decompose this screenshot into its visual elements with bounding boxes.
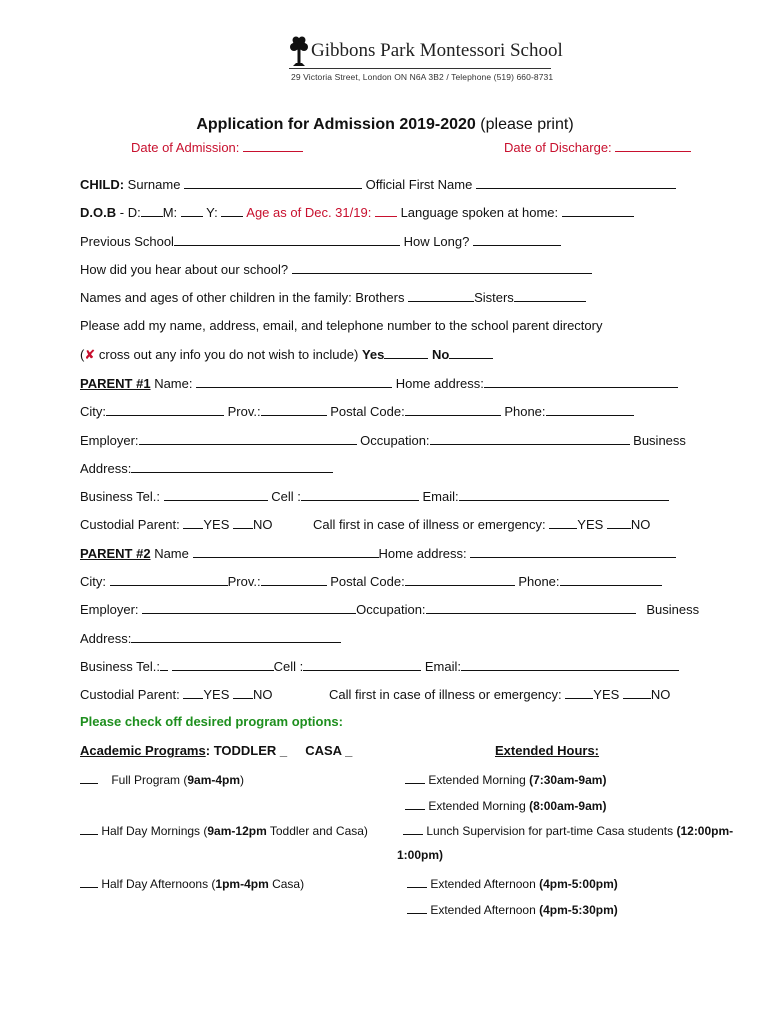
parent2-custodial-yes: YES (203, 687, 230, 702)
half-day-afternoons-rest: Casa) (268, 877, 305, 891)
dob-day-label: - D: (119, 205, 141, 220)
language-field[interactable] (562, 204, 634, 217)
parent1-call-first-row (313, 516, 650, 532)
parent1-contact-row (80, 488, 669, 504)
parent2-cell-field[interactable] (303, 658, 421, 671)
extended-morning-730-checkbox[interactable] (405, 771, 425, 784)
parent2-call-first-row (329, 686, 670, 702)
parent1-prov-field[interactable] (261, 403, 327, 416)
dob-month-field[interactable] (181, 204, 203, 217)
age-label: Age as of Dec. 31/19: (246, 205, 372, 220)
directory-yes-field[interactable] (384, 346, 428, 359)
directory-open-paren: ( (80, 347, 85, 362)
half-day-afternoons-option (80, 875, 304, 891)
extended-morning-730-label: Extended Morning (428, 773, 530, 787)
extended-morning-800-option (405, 797, 606, 813)
parent2-postal-field[interactable] (405, 573, 515, 586)
half-day-afternoons-checkbox[interactable] (80, 875, 98, 888)
lunch-supervision-option (403, 822, 733, 838)
parent2-name-label: Name (154, 546, 189, 561)
extended-afternoon-530-label: Extended Afternoon (430, 903, 540, 917)
parent1-city-field[interactable] (106, 403, 224, 416)
directory-no-field[interactable] (449, 346, 493, 359)
extended-afternoon-500-option (407, 875, 618, 891)
school-logo (285, 34, 563, 86)
parent1-custodial-yes: YES (203, 517, 230, 532)
parent1-address-label: Address: (80, 461, 132, 476)
school-address: 29 Victoria Street, London ON N6A 3B2 / Telephone (519) 660-8731 (291, 72, 554, 82)
casa-option[interactable]: CASA _ (305, 743, 353, 758)
parent2-custodial-yes-field[interactable] (183, 686, 203, 699)
siblings-row (80, 289, 586, 305)
full-program-label: Full Program ( (111, 773, 188, 787)
parent2-call-no: NO (650, 687, 671, 702)
header-divider (289, 68, 551, 69)
parent2-cell-label: Cell : (273, 659, 304, 674)
parent1-city-label: City: (80, 404, 106, 419)
full-program-time: 9am-4pm (187, 773, 241, 787)
first-name-label: Official First Name (365, 177, 473, 192)
parent1-cell-label: Cell : (271, 489, 301, 504)
parent2-label: PARENT #2 (80, 546, 151, 561)
directory-yes-label: Yes (361, 347, 385, 362)
directory-line-2 (80, 346, 493, 363)
lunch-supervision-time-end: 1:00pm) (397, 848, 444, 862)
parent1-call-no-field[interactable] (607, 516, 631, 529)
parent2-name-field[interactable] (193, 545, 379, 558)
form-title-main: Application for Admission 2019-2020 (196, 116, 476, 133)
sisters-field[interactable] (514, 289, 586, 302)
dob-year-field[interactable] (221, 204, 243, 217)
directory-no-label: No (431, 347, 450, 362)
extended-afternoon-530-option (407, 901, 618, 917)
academic-programs-row (80, 743, 352, 758)
parent2-prov-field[interactable] (261, 573, 327, 586)
dob-year-label: Y: (206, 205, 218, 220)
parent1-email-field[interactable] (459, 488, 669, 501)
lunch-supervision-checkbox[interactable] (403, 822, 423, 835)
parent2-contact-row (80, 658, 679, 674)
parent1-phone-label: Phone: (504, 404, 546, 419)
parent1-call-first-label: Call first in case of illness or emergency: (313, 517, 546, 532)
extended-hours-label: Extended Hours: (495, 743, 600, 758)
half-day-afternoons-label: Half Day Afternoons ( (101, 877, 216, 891)
academic-programs-colon: : (205, 743, 211, 758)
previous-school-row (80, 233, 561, 249)
previous-school-field[interactable] (174, 233, 400, 246)
toddler-option[interactable]: TODDLER _ (213, 743, 288, 758)
parent2-name-row (80, 545, 676, 561)
parent1-cell-field[interactable] (301, 488, 419, 501)
full-program-checkbox[interactable] (80, 771, 98, 784)
extended-afternoon-530-checkbox[interactable] (407, 901, 427, 914)
parent1-occupation-label: Occupation: (360, 433, 430, 448)
full-program-option (80, 771, 244, 787)
parent1-postal-label: Postal Code: (330, 404, 405, 419)
hear-about-row (80, 261, 592, 277)
extended-afternoon-530-time: (4pm-5:30pm) (539, 903, 618, 917)
date-of-discharge-label: Date of Discharge: (504, 140, 612, 155)
parent2-custodial-row (80, 686, 273, 702)
program-options-heading: Please check off desired program options: (80, 714, 343, 729)
parent2-email-field[interactable] (461, 658, 679, 671)
hear-about-field[interactable] (292, 261, 592, 274)
academic-programs-label: Academic Programs (80, 743, 206, 758)
parent1-custodial-row (80, 516, 273, 532)
parent1-bus-tel-label: Business Tel.: (80, 489, 160, 504)
parent1-employer-field[interactable] (139, 432, 357, 445)
dob-label: D.O.B (80, 205, 117, 220)
date-of-admission-field[interactable] (243, 139, 303, 152)
date-of-discharge (504, 139, 691, 155)
extended-morning-800-label: Extended Morning (428, 799, 530, 813)
parent1-occupation-field[interactable] (430, 432, 630, 445)
parent2-city-field[interactable] (110, 573, 228, 586)
directory-note: cross out any info you do not wish to include) (98, 347, 359, 362)
parent1-custodial-no-field[interactable] (233, 516, 253, 529)
parent2-email-label: Email: (424, 659, 461, 674)
extended-morning-800-checkbox[interactable] (405, 797, 425, 810)
parent1-prov-label: Prov.: (227, 404, 261, 419)
parent2-custodial-no-field[interactable] (233, 686, 253, 699)
dob-row (80, 204, 634, 220)
date-of-discharge-field[interactable] (615, 139, 691, 152)
parent2-city-row (80, 573, 662, 589)
extended-morning-730-option (405, 771, 606, 787)
hear-about-label: How did you hear about our school? (80, 262, 289, 277)
sisters-label: Sisters (474, 290, 514, 305)
extended-hours-heading (495, 743, 599, 758)
parent2-business-label: Business (646, 602, 700, 617)
tree-icon (289, 36, 309, 68)
parent2-phone-field[interactable] (560, 573, 662, 586)
half-day-mornings-checkbox[interactable] (80, 822, 98, 835)
parent2-home-address-field[interactable] (470, 545, 676, 558)
dob-month-label: M: (162, 205, 178, 220)
lunch-supervision-label: Lunch Supervision for part-time Casa students (426, 824, 677, 838)
parent2-call-first-label: Call first in case of illness or emergency: (329, 687, 562, 702)
parent1-call-yes-field[interactable] (549, 516, 577, 529)
half-day-mornings-time: 9am-12pm (207, 824, 267, 838)
parent2-occupation-label: Occupation: (356, 602, 426, 617)
parent1-business-label: Business (633, 433, 686, 448)
parent2-employer-field[interactable] (142, 601, 356, 614)
surname-field[interactable] (184, 176, 362, 189)
parent2-address-row (80, 630, 341, 646)
date-of-admission-label: Date of Admission: (131, 140, 240, 155)
half-day-mornings-label: Half Day Mornings ( (101, 824, 208, 838)
parent1-city-row (80, 403, 634, 419)
half-day-afternoons-time: 1pm-4pm (215, 877, 269, 891)
age-field[interactable] (375, 204, 397, 217)
parent1-call-yes: YES (577, 517, 604, 532)
form-title (0, 116, 770, 134)
extended-morning-800-time: (8:00am-9am) (529, 799, 607, 813)
parent1-custodial-label: Custodial Parent: (80, 517, 180, 532)
parent2-bus-tel-label: Business Tel.: (80, 659, 160, 674)
half-day-mornings-option (80, 822, 368, 838)
lunch-supervision-time: (12:00pm- (676, 824, 734, 838)
parent1-name-label: Name: (154, 376, 193, 391)
parent1-home-address-field[interactable] (484, 375, 678, 388)
parent1-name-row (80, 375, 678, 391)
child-name-row (80, 176, 676, 192)
first-name-field[interactable] (476, 176, 676, 189)
surname-label: Surname (127, 177, 181, 192)
how-long-field[interactable] (473, 233, 561, 246)
parent1-custodial-yes-field[interactable] (183, 516, 203, 529)
parent1-business-address-field[interactable] (131, 460, 333, 473)
half-day-mornings-rest: Toddler and Casa) (266, 824, 368, 838)
parent2-bus-tel-prefix-field[interactable] (160, 658, 168, 671)
child-label: CHILD: (80, 177, 125, 192)
parent2-custodial-label: Custodial Parent: (80, 687, 180, 702)
parent1-employer-label: Employer: (80, 433, 139, 448)
parent1-employer-row (80, 432, 686, 448)
parent2-custodial-no: NO (253, 687, 273, 702)
parent2-call-yes: YES (593, 687, 620, 702)
parent2-business-address-field[interactable] (131, 630, 341, 643)
parent2-bus-tel-field[interactable] (172, 658, 274, 671)
parent2-occupation-field[interactable] (426, 601, 636, 614)
previous-school-label: Previous School (80, 234, 174, 249)
parent2-phone-label: Phone: (518, 574, 560, 589)
parent1-postal-field[interactable] (405, 403, 501, 416)
extended-afternoon-500-checkbox[interactable] (407, 875, 427, 888)
brothers-field[interactable] (408, 289, 474, 302)
dob-day-field[interactable] (141, 204, 163, 217)
parent2-call-yes-field[interactable] (565, 686, 593, 699)
parent1-address-row (80, 460, 333, 476)
extended-morning-730-time: (7:30am-9am) (529, 773, 607, 787)
cross-mark-icon: ✘ (84, 347, 96, 362)
parent1-custodial-no: NO (253, 517, 273, 532)
parent1-label: PARENT #1 (80, 376, 151, 391)
parent2-city-label: City: (80, 574, 106, 589)
full-program-close: ) (240, 773, 245, 787)
parent2-call-no-field[interactable] (623, 686, 651, 699)
extended-afternoon-500-time: (4pm-5:00pm) (539, 877, 618, 891)
parent2-employer-row (80, 601, 699, 617)
extended-afternoon-500-label: Extended Afternoon (430, 877, 540, 891)
parent2-address-label: Address: (80, 631, 132, 646)
form-title-note: (please print) (480, 116, 574, 133)
parent2-prov-label: Prov.: (227, 574, 261, 589)
parent1-email-label: Email: (422, 489, 459, 504)
how-long-label: How Long? (403, 234, 470, 249)
directory-line-1: Please add my name, address, email, and telephone number to the school parent directory (80, 318, 603, 333)
lunch-supervision-time-cont (397, 848, 443, 862)
parent2-employer-label: Employer: (80, 602, 139, 617)
parent1-name-field[interactable] (196, 375, 392, 388)
school-name: Gibbons Park Montessori School (311, 40, 563, 61)
parent2-postal-label: Postal Code: (330, 574, 405, 589)
parent1-bus-tel-field[interactable] (164, 488, 268, 501)
parent1-home-address-label: Home address: (395, 376, 484, 391)
language-label: Language spoken at home: (400, 205, 559, 220)
brothers-label: Names and ages of other children in the family: Brothers (80, 290, 405, 305)
parent2-home-address-label: Home address: (378, 546, 467, 561)
parent1-phone-field[interactable] (546, 403, 634, 416)
parent1-call-no: NO (630, 517, 651, 532)
date-of-admission (131, 139, 303, 155)
